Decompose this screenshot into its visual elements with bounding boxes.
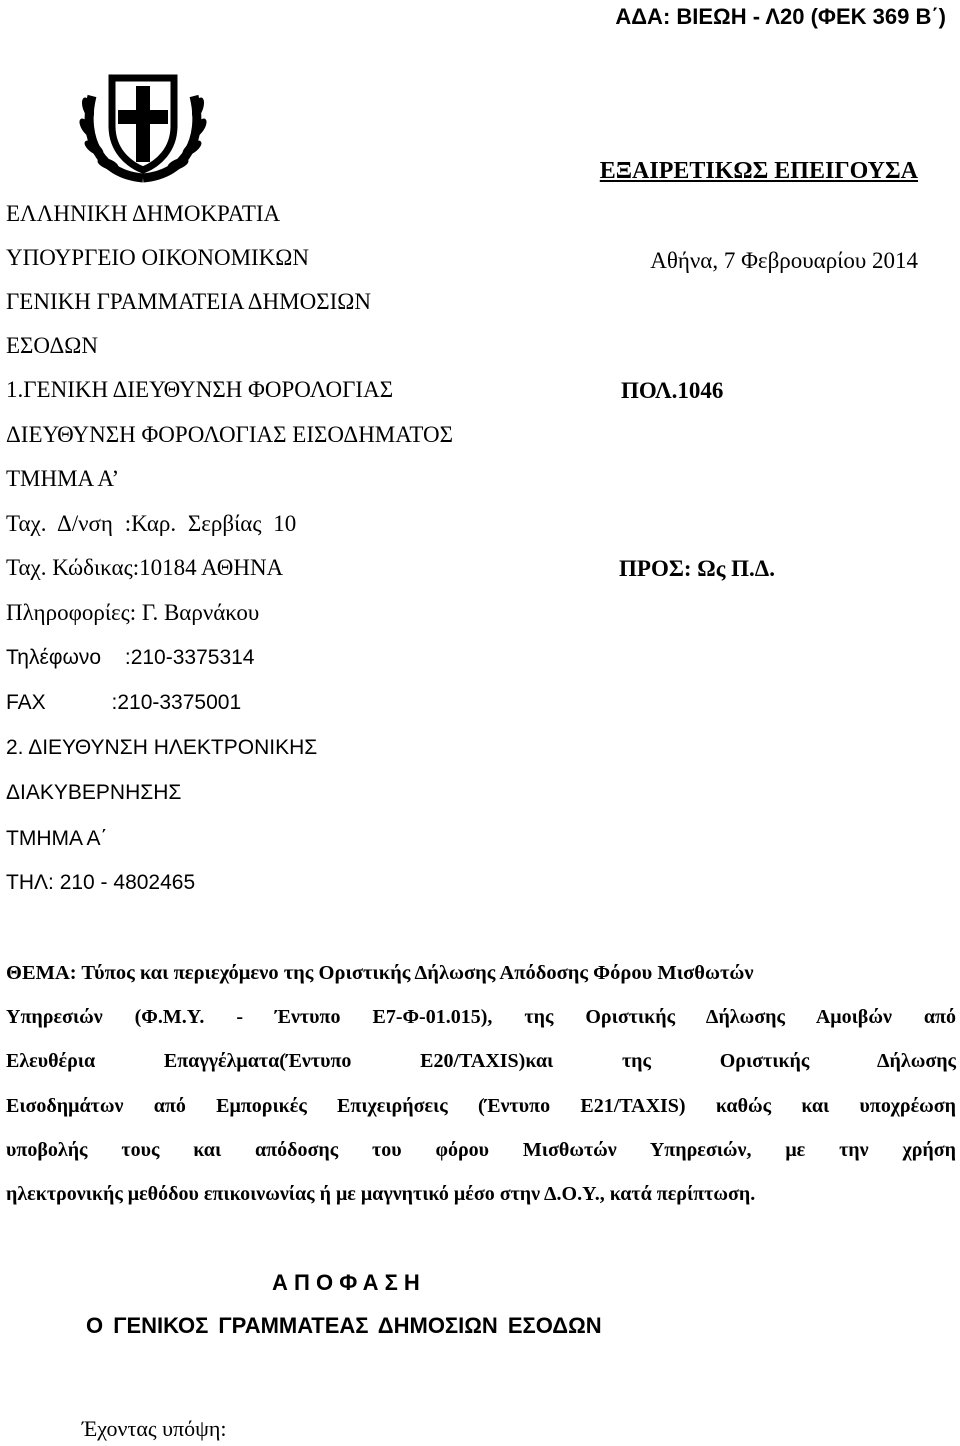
subject-line: Υπηρεσιών (Φ.Μ.Υ. - Έντυπο Ε7-Φ-01.015), της Οριστικής Δήλωσης Αμοιβών από xyxy=(6,1006,956,1028)
sender-line-directorate: ΔΙΕΥΘΥΝΣΗ ΦΟΡΟΛΟΓΙΑΣ ΕΙΣΟΔΗΜΑΤΟΣ xyxy=(6,422,453,447)
sender-line-governance: ΔΙΑΚΥΒΕΡΝΗΣΗΣ xyxy=(6,781,182,804)
subject-line: Εισοδημάτων από Εμπορικές Επιχειρήσεις (Έντυπο Ε21/TAXIS) καθώς και υποχρέωση xyxy=(6,1095,956,1117)
coat-of-arms-emblem xyxy=(78,66,208,186)
subject-line: Ελευθέρια Επαγγέλματα(Έντυπο Ε20/TAXIS)και της Οριστικής Δήλωσης xyxy=(6,1050,956,1072)
decision-title: Α Π Ο Φ Α Σ Η xyxy=(272,1270,420,1295)
considering-heading: Έχοντας υπόψη: xyxy=(82,1416,227,1441)
issuer-title: Ο ΓΕΝΙΚΟΣ ΓΡΑΜΜΑΤΕΑΣ ΔΗΜΟΣΙΩΝ ΕΣΟΔΩΝ xyxy=(86,1313,602,1338)
subject-line: υποβολής τους και απόδοσης του φόρου Μισθωτών Υπηρεσιών, με την χρήση xyxy=(6,1139,956,1161)
sender-line-republic: ΕΛΛΗΝΙΚΗ ΔΗΜΟΚΡΑΤΙΑ xyxy=(6,201,281,226)
ada-header: ΑΔΑ: ΒΙΕΩΗ - Λ20 (ΦΕΚ 369 Β΄) xyxy=(615,4,946,29)
sender-line-info: Πληροφορίες: Γ. Βαρνάκου xyxy=(6,600,260,625)
sender-line-secretariat: ΓΕΝΙΚΗ ΓΡΑΜΜΑΤΕΙΑ ΔΗΜΟΣΙΩΝ xyxy=(6,289,371,314)
sender-line-department-2: ΤΜΗΜΑ Α΄ xyxy=(6,827,108,850)
recipient: ΠΡΟΣ: Ως Π.Δ. xyxy=(619,556,775,581)
sender-line-postcode: Ταχ. Κώδικας:10184 ΑΘΗΝΑ xyxy=(6,555,284,580)
sender-line-directorate-general: 1.ΓΕΝΙΚΗ ΔΙΕΥΘΥΝΣΗ ΦΟΡΟΛΟΓΙΑΣ xyxy=(6,377,394,402)
sender-line-ministry: ΥΠΟΥΡΓΕΙΟ ΟΙΚΟΝΟΜΙΚΩΝ xyxy=(6,245,309,270)
protocol-number: ΠΟΛ.1046 xyxy=(621,378,724,403)
urgency-label: ΕΞΑΙΡΕΤΙΚΩΣ ΕΠΕΙΓΟΥΣΑ xyxy=(599,158,918,184)
sender-line-department: ΤΜΗΜΑ Α’ xyxy=(6,466,120,491)
sender-line-revenue: ΕΣΟΔΩΝ xyxy=(6,333,98,358)
sender-line-phone: Τηλέφωνο :210-3375314 xyxy=(6,646,255,669)
subject-line: ηλεκτρονικής μεθόδου επικοινωνίας ή με μαγνητικό μέσο στην Δ.Ο.Υ., κατά περίπτωση. xyxy=(6,1183,756,1205)
sender-line-address: Ταχ. Δ/νση :Καρ. Σερβίας 10 xyxy=(6,511,297,536)
sender-line-phone-2: ΤΗΛ: 210 - 4802465 xyxy=(6,871,196,894)
sender-line-fax: FAX :210-3375001 xyxy=(6,691,242,714)
document-date: Αθήνα, 7 Φεβρουαρίου 2014 xyxy=(650,248,918,273)
subject-line: ΘΕΜΑ: Τύπος και περιεχόμενο της Οριστικής Δήλωσης Απόδοσης Φόρου Μισθωτών xyxy=(6,962,754,984)
sender-line-directorate-2: 2. ΔΙΕΥΘΥΝΣΗ ΗΛΕΚΤΡΟΝΙΚΗΣ xyxy=(6,736,318,759)
